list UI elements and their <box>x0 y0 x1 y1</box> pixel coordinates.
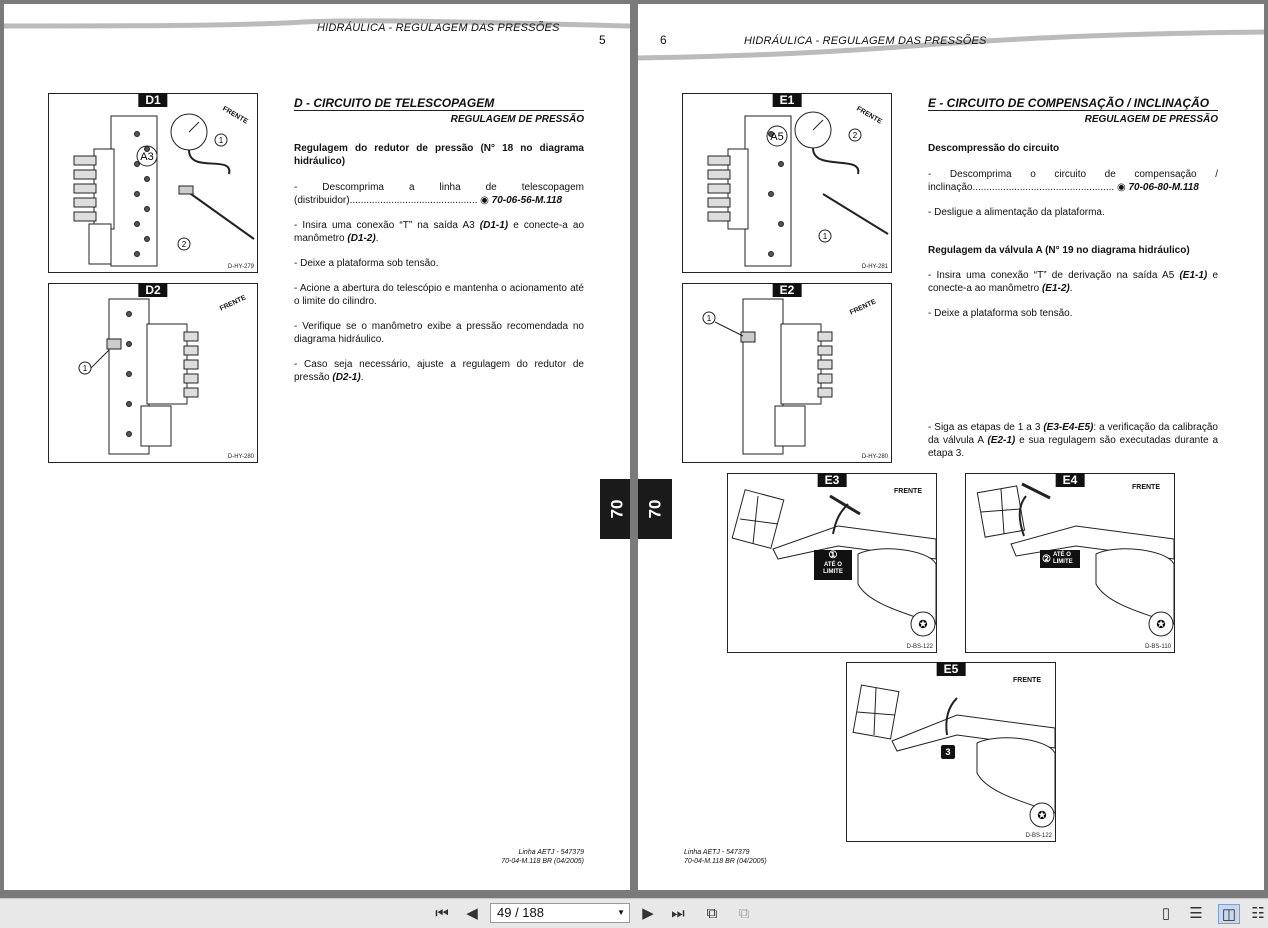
figure-code: D-HY-281 <box>861 264 888 270</box>
step-3: - Deixe a plataforma sob tensão. <box>294 258 439 269</box>
page-number: 6 <box>660 33 667 47</box>
figure-d1 <box>48 93 258 273</box>
figure-code: D-HY-279 <box>227 264 254 270</box>
prev-page-icon[interactable]: ◀ <box>466 905 478 922</box>
procedure-heading: Regulagem da válvula A (N° 19 no diagrama hidráulico) <box>928 245 1190 256</box>
figure-e3 <box>727 473 937 653</box>
section-rule <box>294 110 584 111</box>
step-badge: ② ATÉ O LIMITE <box>1040 550 1080 568</box>
port-label: A3 <box>140 151 154 163</box>
step-text: - Caso seja necessário, ajuste a regulagem do redutor de pressão <box>294 359 584 383</box>
callout-1: 1 <box>82 364 88 373</box>
procedure-heading: Descompressão do circuito <box>928 143 1060 154</box>
star-icon: ✪ <box>918 618 928 631</box>
frente-arrow-label: FRENTE <box>855 105 883 126</box>
figure-code: D-HY-280 <box>227 454 254 460</box>
figure-tag: E1 <box>773 93 802 107</box>
step-2 <box>294 219 584 245</box>
go-back-icon[interactable]: ⧉ <box>706 904 718 922</box>
section-subtitle: REGULAGEM DE PRESSÃO <box>450 114 584 125</box>
step-text: - Descomprima a linha de telescopagem (distribuidor).............................................. <box>294 182 584 206</box>
frente-arrow-label: FRENTE <box>221 105 249 126</box>
port-label: A5 <box>770 131 784 143</box>
step-4: - Acione a abertura do telescópio e mantenha o acionamento até o limite do cilindro. <box>294 283 584 307</box>
step-label: ATÉ O LIMITE <box>1052 552 1073 565</box>
manual-reference: 70-06-56-M.118 <box>491 195 563 206</box>
viewer-toolbar <box>0 898 1268 928</box>
procedure-heading: Regulagem do redutor de pressão (N° 18 no diagrama hidráulico) <box>294 143 584 167</box>
callout-2: 2 <box>852 131 858 140</box>
footer-line: Linha AETJ - 547379 <box>684 849 750 856</box>
manual-reference: 70-06-80-M.118 <box>1128 182 1199 193</box>
figure-e1 <box>682 93 892 273</box>
step-1: - Descomprima a linha de telescopagem (distribuidor).............................................. ◉ 70-06-56-M.118 <box>294 182 584 206</box>
figure-tag: D2 <box>138 283 167 297</box>
first-page-icon[interactable]: ⏮ <box>435 904 449 922</box>
header-title: HIDRÁULICA - REGULAGEM DAS PRESSÕES <box>317 22 560 34</box>
figure-reference: (D1-2) <box>347 233 376 244</box>
facing-view-icon[interactable]: ◫ <box>1218 904 1240 924</box>
callout-1: 1 <box>706 314 712 323</box>
footer <box>434 848 584 866</box>
chapter-tab: 70 <box>638 479 672 539</box>
figure-tag: D1 <box>138 93 167 107</box>
figure-e5 <box>846 662 1056 842</box>
chapter-tab: 70 <box>600 479 630 539</box>
footer-line: 70-04-M.118 BR (04/2005) <box>684 858 767 865</box>
figure-reference: (D1-1) <box>479 220 509 231</box>
frente-arrow-label: FRENTE <box>218 294 248 313</box>
frente-arrow-label: FRENTE <box>894 488 922 495</box>
valve-block-illustration <box>49 94 257 272</box>
left-page <box>4 4 630 890</box>
star-icon: ✪ <box>1156 618 1166 631</box>
step-text: - Descomprima o circuito de compensação / inclinação................................................... <box>928 169 1218 193</box>
step-badge: ① ATÉ O LIMITE <box>814 550 852 580</box>
step-text: . <box>1069 283 1073 294</box>
frente-arrow-label: FRENTE <box>1132 484 1160 491</box>
frente-arrow-label: FRENTE <box>848 298 878 317</box>
figure-tag: E4 <box>1056 473 1085 487</box>
figure-code: D-BS-110 <box>1145 644 1171 650</box>
page-number-field[interactable] <box>490 903 630 923</box>
step-text: . <box>360 372 364 383</box>
page-number-value: 49 / 188 <box>497 905 544 920</box>
page-number: 5 <box>599 33 606 47</box>
step-6 <box>294 358 584 384</box>
go-forward-icon[interactable]: ⧉ <box>738 904 750 922</box>
footer-line: Linha AETJ - 547379 <box>518 849 584 856</box>
step-2: - Desligue a alimentação da plataforma. <box>928 207 1105 218</box>
step-5: - Verifique se o manômetro exibe a pressão recomendada no diagrama hidráulico. <box>294 321 584 345</box>
figure-tag: E5 <box>937 662 966 676</box>
step-text: : a verificação da calibração da válvula A <box>928 422 1218 446</box>
step-3 <box>928 269 1218 295</box>
callout-1: 1 <box>822 232 828 241</box>
step-5 <box>928 421 1218 460</box>
figure-tag: E3 <box>818 473 847 487</box>
step-text: - Insira uma conexão “T” na saída A3 <box>294 220 480 231</box>
step-text: . <box>375 233 379 244</box>
figure-e4 <box>965 473 1175 653</box>
section-rule <box>928 110 1218 111</box>
callout-2: 2 <box>181 240 187 249</box>
chevron-down-icon[interactable]: ▼ <box>617 908 625 917</box>
step-text: e conecte-a ao manômetro <box>294 220 585 244</box>
section-title: E - CIRCUITO DE COMPENSAÇÃO / INCLINAÇÃO <box>928 96 1210 110</box>
star-icon: ✪ <box>1037 809 1047 822</box>
figure-code: D-BS-122 <box>906 644 933 650</box>
header-swoosh <box>638 4 1264 64</box>
step-label: ATÉ O LIMITE <box>823 562 843 575</box>
figure-tag: E2 <box>773 283 802 297</box>
section-subtitle: REGULAGEM DE PRESSÃO <box>1084 114 1218 125</box>
figure-reference: (E3-E4-E5) <box>1043 422 1094 433</box>
last-page-icon[interactable]: ⏭ <box>671 904 685 922</box>
valve-block-illustration <box>683 94 891 272</box>
figure-code: D-HY-280 <box>861 454 888 460</box>
continuous-view-icon[interactable]: ☰ <box>1189 905 1203 922</box>
right-page <box>638 4 1264 890</box>
single-page-view-icon[interactable]: ▯ <box>1161 905 1171 922</box>
figure-reference: (E1-2) <box>1041 283 1070 294</box>
callout-1: 1 <box>218 136 224 145</box>
header-title: HIDRÁULICA - REGULAGEM DAS PRESSÕES <box>744 35 987 47</box>
figure-e2 <box>682 283 892 463</box>
frente-arrow-label: FRENTE <box>1013 677 1041 684</box>
step-text: e conecte-a ao manômetro <box>928 270 1219 294</box>
step-text: e sua regulagem são executadas durante a etapa 3. <box>928 435 1219 459</box>
step-4: - Deixe a plataforma sob tensão. <box>928 308 1073 319</box>
continuous-facing-view-icon[interactable]: ☷ <box>1251 905 1265 922</box>
footer-line: 70-04-M.118 BR (04/2005) <box>501 858 584 865</box>
figure-reference: (E1-1) <box>1179 270 1208 281</box>
step-badge: 3 <box>941 745 955 759</box>
next-page-icon[interactable]: ▶ <box>642 905 654 922</box>
section-title: D - CIRCUITO DE TELESCOPAGEM <box>294 96 495 110</box>
figure-code: D-BS-122 <box>1025 833 1052 839</box>
figure-reference: (E2-1) <box>987 435 1016 446</box>
figure-reference: (D2-1) <box>332 372 361 383</box>
figure-d2 <box>48 283 258 463</box>
step-1: - Descomprima o circuito de compensação / inclinação................................................... ◉ 70-06-80-M.118 <box>928 169 1218 193</box>
step-text: - Insira uma conexão “T” de derivação na saída A5 <box>928 270 1180 281</box>
step-text: - Siga as etapas de 1 a 3 <box>928 422 1044 433</box>
footer <box>684 848 834 866</box>
